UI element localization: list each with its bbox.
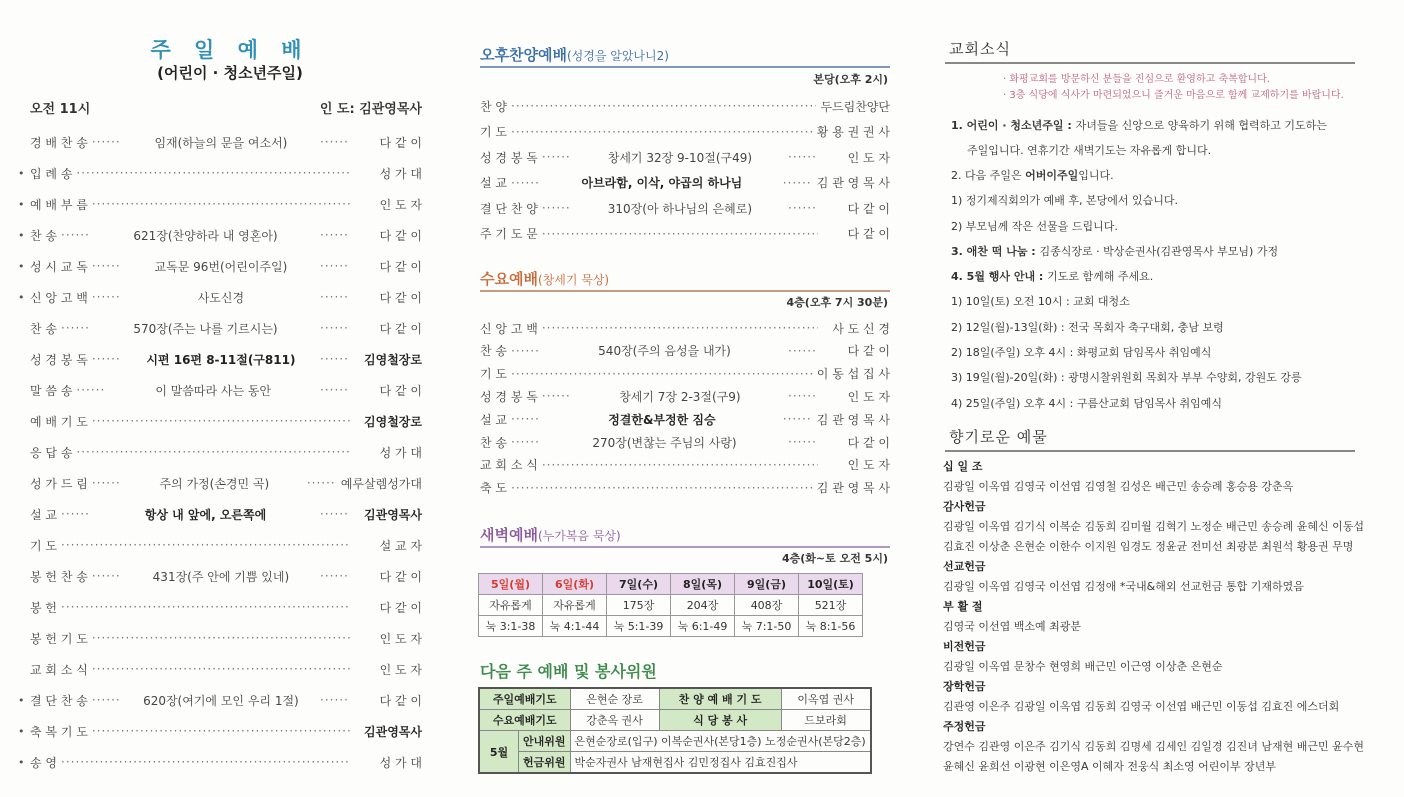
- sunday-worship-column: [0, 0, 460, 797]
- order-row: [480, 318, 890, 338]
- leader-dots: [320, 259, 350, 273]
- gift-names: 김영국 이선엽 백소예 최광분: [943, 620, 1082, 633]
- order-label: 신 앙 고 백: [480, 321, 538, 336]
- news-line-11: 4) 25일(주일) 오후 4시 : 구름산교회 담임목사 취임예식: [951, 397, 1222, 410]
- order-label: 예 배 부 름: [30, 197, 88, 212]
- praise-prayer-label: 찬 양 예 배 기 도: [659, 688, 781, 710]
- order-row: [18, 194, 422, 214]
- order-content: 아브라함, 이삭, 야곱의 하나님: [581, 176, 743, 190]
- order-person: 이 동 섭 집 사: [816, 367, 890, 382]
- order-row: [18, 132, 422, 152]
- order-row: [18, 473, 422, 493]
- order-label: 찬 송: [30, 321, 57, 336]
- leader-dots: [92, 197, 350, 211]
- order-content: 시편 16편 8-11절(구811): [146, 352, 296, 367]
- order-content: 540장(주의 음성을 내가): [598, 344, 731, 359]
- dawn-hymn-cell: 자유롭게: [479, 595, 543, 616]
- gift-category: 주정헌금: [943, 720, 986, 733]
- order-person: 김영철장로: [364, 414, 422, 429]
- sunday-title: 주 일 예 배: [150, 38, 310, 62]
- leader-dots: [92, 414, 350, 428]
- gift-category: 부 활 절: [943, 600, 983, 613]
- order-label: 축 도: [480, 481, 507, 496]
- news-line-2: 2. 다음 주일은 어버이주일입니다.: [951, 169, 1114, 182]
- order-person: 황 용 권 권 사: [816, 125, 890, 139]
- leader-dots: [61, 755, 350, 769]
- order-row: [480, 224, 890, 244]
- bullet: •: [18, 166, 25, 180]
- gifts-divider: [945, 450, 1355, 452]
- order-person: 다 같 이: [379, 321, 422, 336]
- order-row: [18, 442, 422, 462]
- news-line-1b: 주일입니다. 연휴기간 새벽기도는 자유롭게 합니다.: [967, 144, 1212, 157]
- order-person: 인 도 자: [847, 150, 890, 165]
- leader-dots: [307, 476, 337, 490]
- order-content: 431장(주 안에 기쁨 있네): [152, 569, 290, 584]
- order-row: [480, 122, 890, 142]
- order-label: 봉 헌: [30, 600, 57, 615]
- order-person: 인 도 자: [379, 631, 422, 646]
- bullet: •: [18, 197, 25, 211]
- order-person: 인 도 자: [379, 662, 422, 677]
- leader-dots: [542, 201, 572, 215]
- order-label: 결 단 찬 송: [30, 693, 88, 708]
- leader-dots: [320, 569, 350, 583]
- order-content: 이 말씀따라 사는 동안: [155, 383, 272, 398]
- order-label: 송 영: [30, 755, 57, 770]
- order-person: 다 같 이: [847, 227, 890, 241]
- weekday-worship-column: [470, 0, 900, 797]
- news-line-7: 1) 10일(토) 오전 10시 : 교회 대청소: [951, 295, 1130, 308]
- order-row: [18, 690, 422, 710]
- leader-dots: [542, 150, 572, 164]
- offering-label: 헌금위원: [519, 752, 571, 774]
- sunday-time: 오전 11시: [30, 102, 91, 117]
- order-label: 찬 송: [480, 344, 507, 359]
- leader-dots: [76, 166, 350, 180]
- leader-dots: [61, 600, 350, 614]
- order-row: [18, 659, 422, 679]
- leader-dots: [92, 259, 122, 273]
- order-content: 항상 내 앞에, 오른쪽에: [144, 507, 267, 522]
- order-row: [18, 566, 422, 586]
- order-row: [18, 628, 422, 648]
- order-person: 김 관 영 목 사: [816, 176, 890, 190]
- gift-names: 강연수 김관영 이은주 김기식 김동희 김명세 김세인 김일경 김진녀 남재현 배근민 윤수현: [943, 740, 1364, 753]
- leader-dots: [542, 321, 818, 335]
- order-person: 다 같 이: [379, 693, 422, 708]
- gift-names: 김효진 이상춘 은현순 이한수 이지원 임경도 정윤균 전미선 최광분 최원석 황용권 무명: [943, 540, 1354, 553]
- news-line-8: 2) 12일(월)-13일(화) : 전국 목회자 축구대회, 충남 보령: [951, 321, 1224, 334]
- bullet: •: [18, 290, 25, 304]
- order-content: 사도신경: [197, 290, 245, 305]
- order-row: [480, 341, 890, 361]
- wednesday-place: 4층(오후 7시 30분): [786, 296, 888, 309]
- dawn-text-cell: 눅 3:1-38: [479, 616, 543, 637]
- leader-dots: [511, 125, 813, 139]
- leader-dots: [511, 99, 816, 113]
- order-row: [18, 287, 422, 307]
- order-person: 설 교 자: [379, 538, 422, 553]
- order-row: [18, 721, 422, 741]
- order-label: 결 단 찬 양: [480, 201, 538, 216]
- dawn-divider: [480, 546, 890, 548]
- order-row: [480, 409, 890, 429]
- dawn-day-cell: 5일(월): [479, 574, 543, 595]
- order-row: [18, 163, 422, 183]
- sunday-prayer-label: 주일예배기도: [479, 688, 570, 710]
- afternoon-place: 본당(오후 2시): [813, 73, 888, 86]
- leader-dots: [320, 383, 350, 397]
- order-label: 찬 송: [30, 228, 57, 243]
- leader-dots: [92, 693, 122, 707]
- order-person: 인 도 자: [847, 458, 890, 473]
- order-label: 응 답 송: [30, 445, 73, 460]
- leader-dots: [92, 290, 122, 304]
- leader-dots: [76, 383, 106, 397]
- bullet: •: [18, 693, 25, 707]
- order-person: 다 같 이: [379, 135, 422, 150]
- order-content: 270장(변찮는 주님의 사랑): [592, 435, 737, 450]
- order-label: 찬 송: [480, 435, 507, 450]
- order-person: 다 같 이: [379, 383, 422, 398]
- wednesday-divider: [480, 290, 890, 292]
- news-line-9: 2) 18일(주일) 오후 4시 : 화평교회 담임목사 취임예식: [951, 346, 1212, 359]
- bullet: •: [18, 724, 25, 738]
- leader-dots: [61, 507, 91, 521]
- order-person: 다 같 이: [379, 600, 422, 615]
- news-line-5: 3. 애찬 떡 나눔 : 김종식장로 · 박상순권사(김관영목사 부모님) 가정: [951, 245, 1279, 258]
- order-label: 교 회 소 식: [30, 662, 88, 677]
- order-label: 기 도: [480, 125, 507, 139]
- leader-dots: [92, 724, 350, 738]
- dawn-hymn-cell: 408장: [735, 595, 799, 616]
- leader-dots: [783, 176, 813, 190]
- order-content: 창세기 32장 9-10절(구49): [607, 150, 753, 165]
- order-row: [18, 349, 422, 369]
- order-person: 김관영목사: [364, 724, 422, 739]
- leader-dots: [320, 228, 350, 242]
- order-person: 다 같 이: [379, 290, 422, 305]
- sunday-prayer-value: 은현순 장로: [570, 688, 659, 710]
- order-content: 570장(주는 나를 기르시는): [133, 321, 278, 336]
- volunteer-table: [478, 687, 872, 774]
- bullet: •: [18, 259, 25, 273]
- leader-dots: [320, 290, 350, 304]
- order-row: [480, 147, 890, 167]
- order-person: 성 가 대: [379, 445, 422, 460]
- news-line-1: 1. 어린이 · 청소년주일 : 자녀들을 신앙으로 양육하기 위해 협력하고 기도하는: [951, 119, 1327, 132]
- gift-category: 비전헌금: [943, 640, 986, 653]
- order-row: [480, 198, 890, 218]
- dawn-hymn-cell: 자유롭게: [543, 595, 607, 616]
- dawn-title: 새벽예배(누가복음 묵상): [480, 526, 621, 544]
- order-person: 김 관 영 목 사: [816, 412, 890, 427]
- order-row: [480, 455, 890, 475]
- leader-dots: [320, 352, 350, 366]
- leader-dots: [511, 367, 813, 381]
- gift-category: 장학헌금: [943, 680, 986, 693]
- order-label: 경 배 찬 송: [30, 135, 88, 150]
- order-row: [18, 256, 422, 276]
- order-person: 인 도 자: [847, 389, 890, 404]
- order-content: 620장(여기에 모인 우리 1절): [143, 693, 299, 708]
- order-person: 예루살렘성가대: [340, 476, 422, 491]
- leader-dots: [542, 389, 572, 403]
- news-column: [935, 0, 1404, 797]
- order-row: [480, 386, 890, 406]
- order-row: [480, 432, 890, 452]
- order-row: [18, 380, 422, 400]
- order-label: 기 도: [480, 367, 507, 382]
- leader-dots: [788, 435, 818, 449]
- leader-dots: [783, 412, 813, 426]
- order-row: [480, 173, 890, 193]
- leader-dots: [61, 538, 350, 552]
- kitchen-value: 드보라회: [781, 710, 871, 731]
- sunday-leader: 인 도: 김관영목사: [319, 102, 422, 117]
- afternoon-divider: [480, 66, 890, 68]
- order-label: 성 경 봉 독: [480, 150, 538, 165]
- gift-category: 십 일 조: [943, 460, 983, 473]
- order-label: 봉 헌 기 도: [30, 631, 88, 646]
- order-label: 신 앙 고 백: [30, 290, 88, 305]
- order-person: 두드림찬양단: [820, 99, 890, 114]
- wednesday-title: 수요예배(창세기 묵상): [480, 270, 610, 288]
- leader-dots: [92, 135, 122, 149]
- leader-dots: [320, 135, 350, 149]
- praise-prayer-value: 이옥엽 권사: [781, 688, 871, 710]
- news-title: 교회소식: [949, 40, 1011, 58]
- dawn-text-cell: 눅 5:1-39: [607, 616, 671, 637]
- gifts-title: 향기로운 예물: [949, 428, 1048, 446]
- dawn-day-cell: 9일(금): [735, 574, 799, 595]
- leader-dots: [788, 150, 818, 164]
- order-label: 설 교: [480, 176, 507, 190]
- order-label: 성 경 봉 독: [480, 389, 538, 404]
- order-person: 다 같 이: [379, 228, 422, 243]
- order-content: 621장(찬양하라 내 영혼아): [133, 228, 278, 243]
- offering-value: 박순자권사 남재현집사 김민정집사 김효진집사: [570, 752, 871, 774]
- order-label: 주 기 도 문: [480, 227, 538, 241]
- order-row: [18, 752, 422, 772]
- dawn-day-cell: 10일(토): [799, 574, 863, 595]
- order-row: [18, 225, 422, 245]
- dawn-text-cell: 눅 7:1-50: [735, 616, 799, 637]
- wednesday-prayer-value: 강춘옥 권사: [570, 710, 659, 731]
- guide-label: 안내위원: [519, 731, 571, 752]
- gift-names: 김관영 이은주 김광일 이옥엽 김동희 김영국 이선엽 배근민 이동섭 김효진 에스더회: [943, 700, 1340, 713]
- order-person: 사 도 신 경: [832, 321, 890, 336]
- order-label: 말 씀 송: [30, 383, 73, 398]
- kitchen-label: 식 당 봉 사: [659, 710, 781, 731]
- leader-dots: [92, 631, 350, 645]
- dawn-schedule-table: [478, 573, 863, 637]
- leader-dots: [511, 412, 541, 426]
- notice-1: · 화평교회를 방문하신 분들을 진심으로 환영하고 축복합니다.: [1003, 74, 1270, 85]
- afternoon-title: 오후찬양예배(성경을 알았나니2): [480, 46, 669, 64]
- leader-dots: [788, 201, 818, 215]
- dawn-day-cell: 7일(수): [607, 574, 671, 595]
- order-label: 입 례 송: [30, 166, 73, 181]
- news-line-10: 3) 19일(월)-20일(화) : 광명시찰위원회 목회자 부부 수양회, 강원도 강릉: [951, 371, 1302, 384]
- leader-dots: [92, 352, 122, 366]
- order-person: 다 같 이: [847, 201, 890, 216]
- order-person: 성 가 대: [379, 166, 422, 181]
- order-person: 김 관 영 목 사: [816, 481, 890, 496]
- order-person: 다 같 이: [847, 435, 890, 450]
- leader-dots: [76, 445, 350, 459]
- notice-2: · 3층 식당에 식사가 마련되었으니 즐거운 마음으로 함께 교제하기를 바랍니다.: [1003, 90, 1344, 101]
- order-content: 310장(아 하나님의 은혜로): [607, 201, 753, 216]
- news-line-6: 4. 5월 행사 안내 : 기도로 함께해 주세요.: [951, 270, 1154, 283]
- order-content: 주의 가정(손경민 곡): [159, 476, 270, 491]
- order-label: 성 경 봉 독: [30, 352, 88, 367]
- order-content: 정결한&부정한 짐승: [608, 412, 716, 427]
- leader-dots: [61, 228, 91, 242]
- order-content: 임재(하늘의 문을 여소서): [154, 135, 288, 150]
- order-label: 찬 양: [480, 99, 507, 114]
- news-line-4: 2) 부모님께 작은 선물을 드립니다.: [951, 220, 1118, 233]
- order-person: 다 같 이: [847, 344, 890, 359]
- dawn-hymn-cell: 175장: [607, 595, 671, 616]
- dawn-hymn-cell: 204장: [671, 595, 735, 616]
- leader-dots: [320, 321, 350, 335]
- order-row: [480, 96, 890, 116]
- bullet: •: [18, 755, 25, 769]
- order-person: 인 도 자: [379, 197, 422, 212]
- leader-dots: [788, 389, 818, 403]
- leader-dots: [511, 435, 541, 449]
- order-label: 예 배 기 도: [30, 414, 88, 429]
- dawn-hymn-cell: 521장: [799, 595, 863, 616]
- order-row: [18, 411, 422, 431]
- order-label: 설 교: [480, 412, 507, 427]
- wednesday-prayer-label: 수요예배기도: [479, 710, 570, 731]
- order-row: [18, 504, 422, 524]
- order-label: 성 시 교 독: [30, 259, 88, 274]
- gift-names: 김광일 이옥엽 김기식 이복순 김동희 김미월 김혁기 노정순 배근민 송승례 윤혜신 이동섭: [943, 520, 1364, 533]
- leader-dots: [61, 321, 91, 335]
- leader-dots: [542, 227, 818, 241]
- order-person: 성 가 대: [379, 755, 422, 770]
- leader-dots: [511, 176, 541, 190]
- news-line-3: 1) 정기제직회의가 예배 후, 본당에서 있습니다.: [951, 194, 1179, 207]
- order-content: 창세기 7장 2-3절(구9): [619, 389, 741, 404]
- order-label: 성 가 드 림: [30, 476, 88, 491]
- leader-dots: [320, 507, 350, 521]
- order-label: 설 교: [30, 507, 57, 522]
- gift-names: 김광일 이옥엽 김영국 이선엽 김정애 *국내&해외 선교헌금 통합 기재하였음: [943, 580, 1304, 593]
- order-label: 봉 헌 찬 송: [30, 569, 88, 584]
- leader-dots: [542, 458, 818, 472]
- gift-names: 김광일 이옥엽 김영국 이선엽 김영철 김성은 배근민 송승례 홍승용 강춘옥: [943, 480, 1294, 493]
- dawn-text-cell: 눅 8:1-56: [799, 616, 863, 637]
- gift-category: 감사헌금: [943, 500, 986, 513]
- dawn-place: 4층(화~토 오전 5시): [782, 552, 888, 565]
- order-person: 김영철장로: [364, 352, 422, 367]
- dawn-day-cell: 6일(화): [543, 574, 607, 595]
- order-person: 다 같 이: [379, 569, 422, 584]
- order-label: 기 도: [30, 538, 57, 553]
- gift-category: 선교헌금: [943, 560, 986, 573]
- gift-names: 윤혜신 윤희선 이광현 이은영A 이혜자 전웅식 최소영 어린이부 장년부: [943, 760, 1277, 773]
- sunday-subtitle: (어린이 · 청소년주일): [157, 64, 303, 82]
- leader-dots: [92, 476, 122, 490]
- order-row: [18, 597, 422, 617]
- dawn-text-cell: 눅 6:1-49: [671, 616, 735, 637]
- guide-value: 은현순장로(입구) 이복순권사(본당1층) 노정순권사(본당2층): [570, 731, 871, 752]
- order-row: [18, 318, 422, 338]
- leader-dots: [788, 344, 818, 358]
- dawn-day-cell: 8일(목): [671, 574, 735, 595]
- leader-dots: [320, 693, 350, 707]
- order-label: 축 복 기 도: [30, 724, 88, 739]
- leader-dots: [511, 344, 541, 358]
- leader-dots: [511, 481, 813, 495]
- order-row: [18, 535, 422, 555]
- order-row: [480, 364, 890, 384]
- dawn-text-cell: 눅 4:1-44: [543, 616, 607, 637]
- next-week-title: 다음 주 예배 및 봉사위원: [480, 662, 657, 681]
- order-person: 다 같 이: [379, 259, 422, 274]
- order-content: 교독문 96번(어린이주일): [154, 259, 288, 274]
- bullet: •: [18, 228, 25, 242]
- order-label: 교 회 소 식: [480, 458, 538, 473]
- order-person: 김관영목사: [364, 507, 422, 522]
- leader-dots: [92, 569, 122, 583]
- leader-dots: [92, 662, 350, 676]
- gift-names: 김광일 이옥엽 문창수 현영희 배근민 이근영 이상춘 은현순: [943, 660, 1223, 673]
- month-label: 5월: [479, 731, 519, 774]
- news-divider: [945, 62, 1355, 64]
- order-row: [480, 478, 890, 498]
